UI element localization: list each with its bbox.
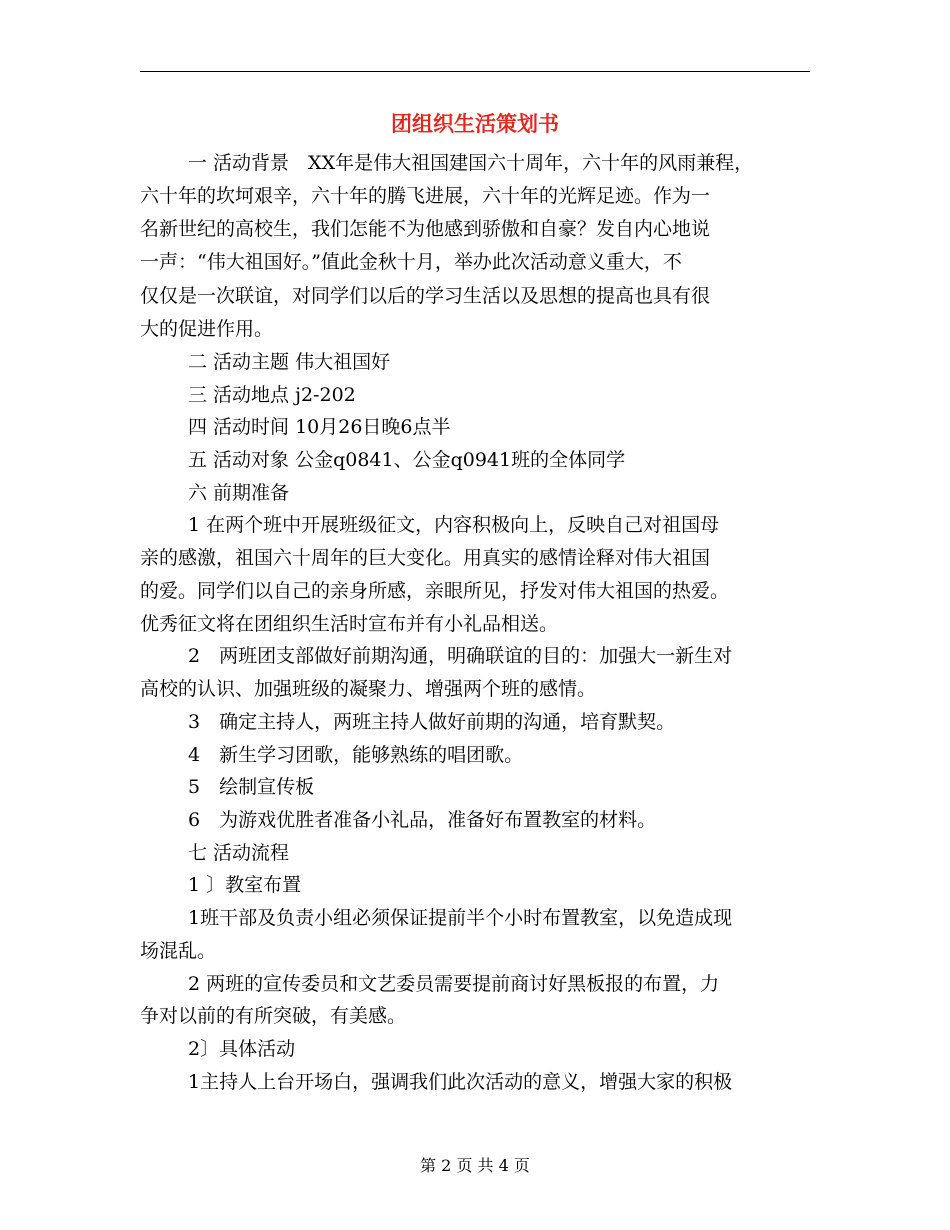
paragraph-line: 六 前期准备 bbox=[188, 482, 290, 504]
paragraph-line: 2 两班团支部做好前期沟通，明确联谊的目的：加强大一新生对 bbox=[188, 645, 733, 667]
paragraph-line: 大的促进作用。 bbox=[140, 318, 274, 340]
paragraph-line: 一声：“伟大祖国好。”值此金秋十月，举办此次活动意义重大，不 bbox=[140, 251, 682, 273]
paragraph-line: 6 为游戏优胜者准备小礼品，准备好布置教室的材料。 bbox=[188, 809, 657, 831]
paragraph-line: 场混乱。 bbox=[140, 940, 217, 962]
paragraph-line: 5 绘制宣传板 bbox=[188, 776, 315, 798]
paragraph-line: 的爱。同学们以自己的亲身所感，亲眼所见，抒发对伟大祖国的热爱。 bbox=[140, 580, 730, 602]
paragraph-line: 高校的认识、加强班级的凝聚力、增强两个班的感情。 bbox=[140, 678, 597, 700]
paragraph-line: 2〕具体活动 bbox=[188, 1038, 296, 1060]
paragraph-line: 七 活动流程 bbox=[188, 842, 290, 864]
paragraph-line: 六十年的坎坷艰辛，六十年的腾飞进展，六十年的光辉足迹。作为一 bbox=[140, 185, 711, 207]
paragraph-line: 三 活动地点 j2-202 bbox=[188, 384, 356, 406]
paragraph-line: 二 活动主题 伟大祖国好 bbox=[188, 351, 391, 373]
paragraph-line: 争对以前的有所突破，有美感。 bbox=[140, 1005, 407, 1027]
document-title: 团组织生活策划书 bbox=[391, 111, 559, 136]
paragraph-line: 亲的感激，祖国六十周年的巨大变化。用真实的感情诠释对伟大祖国 bbox=[140, 547, 711, 569]
paragraph-line: 1主持人上台开场白，强调我们此次活动的意义，增强大家的积极 bbox=[188, 1071, 733, 1093]
page-number: 第 2 页 共 4 页 bbox=[420, 1156, 530, 1175]
paragraph-line: 四 活动时间 10月26日晚6点半 bbox=[188, 416, 451, 438]
paragraph-line: 名新世纪的高校生，我们怎能不为他感到骄傲和自豪？发自内心地说 bbox=[140, 218, 711, 240]
paragraph-line: 1 在两个班中开展班级征文，内容积极向上，反映自己对祖国母 bbox=[188, 514, 720, 536]
paragraph-line: 1 〕教室布置 bbox=[188, 874, 302, 896]
paragraph-line: 4 新生学习团歌，能够熟练的唱团歌。 bbox=[188, 744, 524, 766]
paragraph-line: 3 确定主持人，两班主持人做好前期的沟通，培育默契。 bbox=[188, 711, 676, 733]
paragraph-line: 仅仅是一次联谊，对同学们以后的学习生活以及思想的提高也具有很 bbox=[140, 285, 711, 307]
paragraph-line: 1班干部及负责小组必须保证提前半个小时布置教室，以免造成现 bbox=[188, 907, 733, 929]
paragraph-line: 一 活动背景 XX年是伟大祖国建国六十周年，六十年的风雨兼程， bbox=[188, 152, 754, 174]
paragraph-line: 2 两班的宣传委员和文艺委员需要提前商讨好黑板报的布置，力 bbox=[188, 973, 720, 995]
paragraph-line: 优秀征文将在团组织生活时宣布并有小礼品相送。 bbox=[140, 613, 559, 635]
paragraph-line: 五 活动对象 公金q0841、公金q0941班的全体同学 bbox=[188, 449, 626, 471]
header-rule bbox=[140, 71, 810, 72]
